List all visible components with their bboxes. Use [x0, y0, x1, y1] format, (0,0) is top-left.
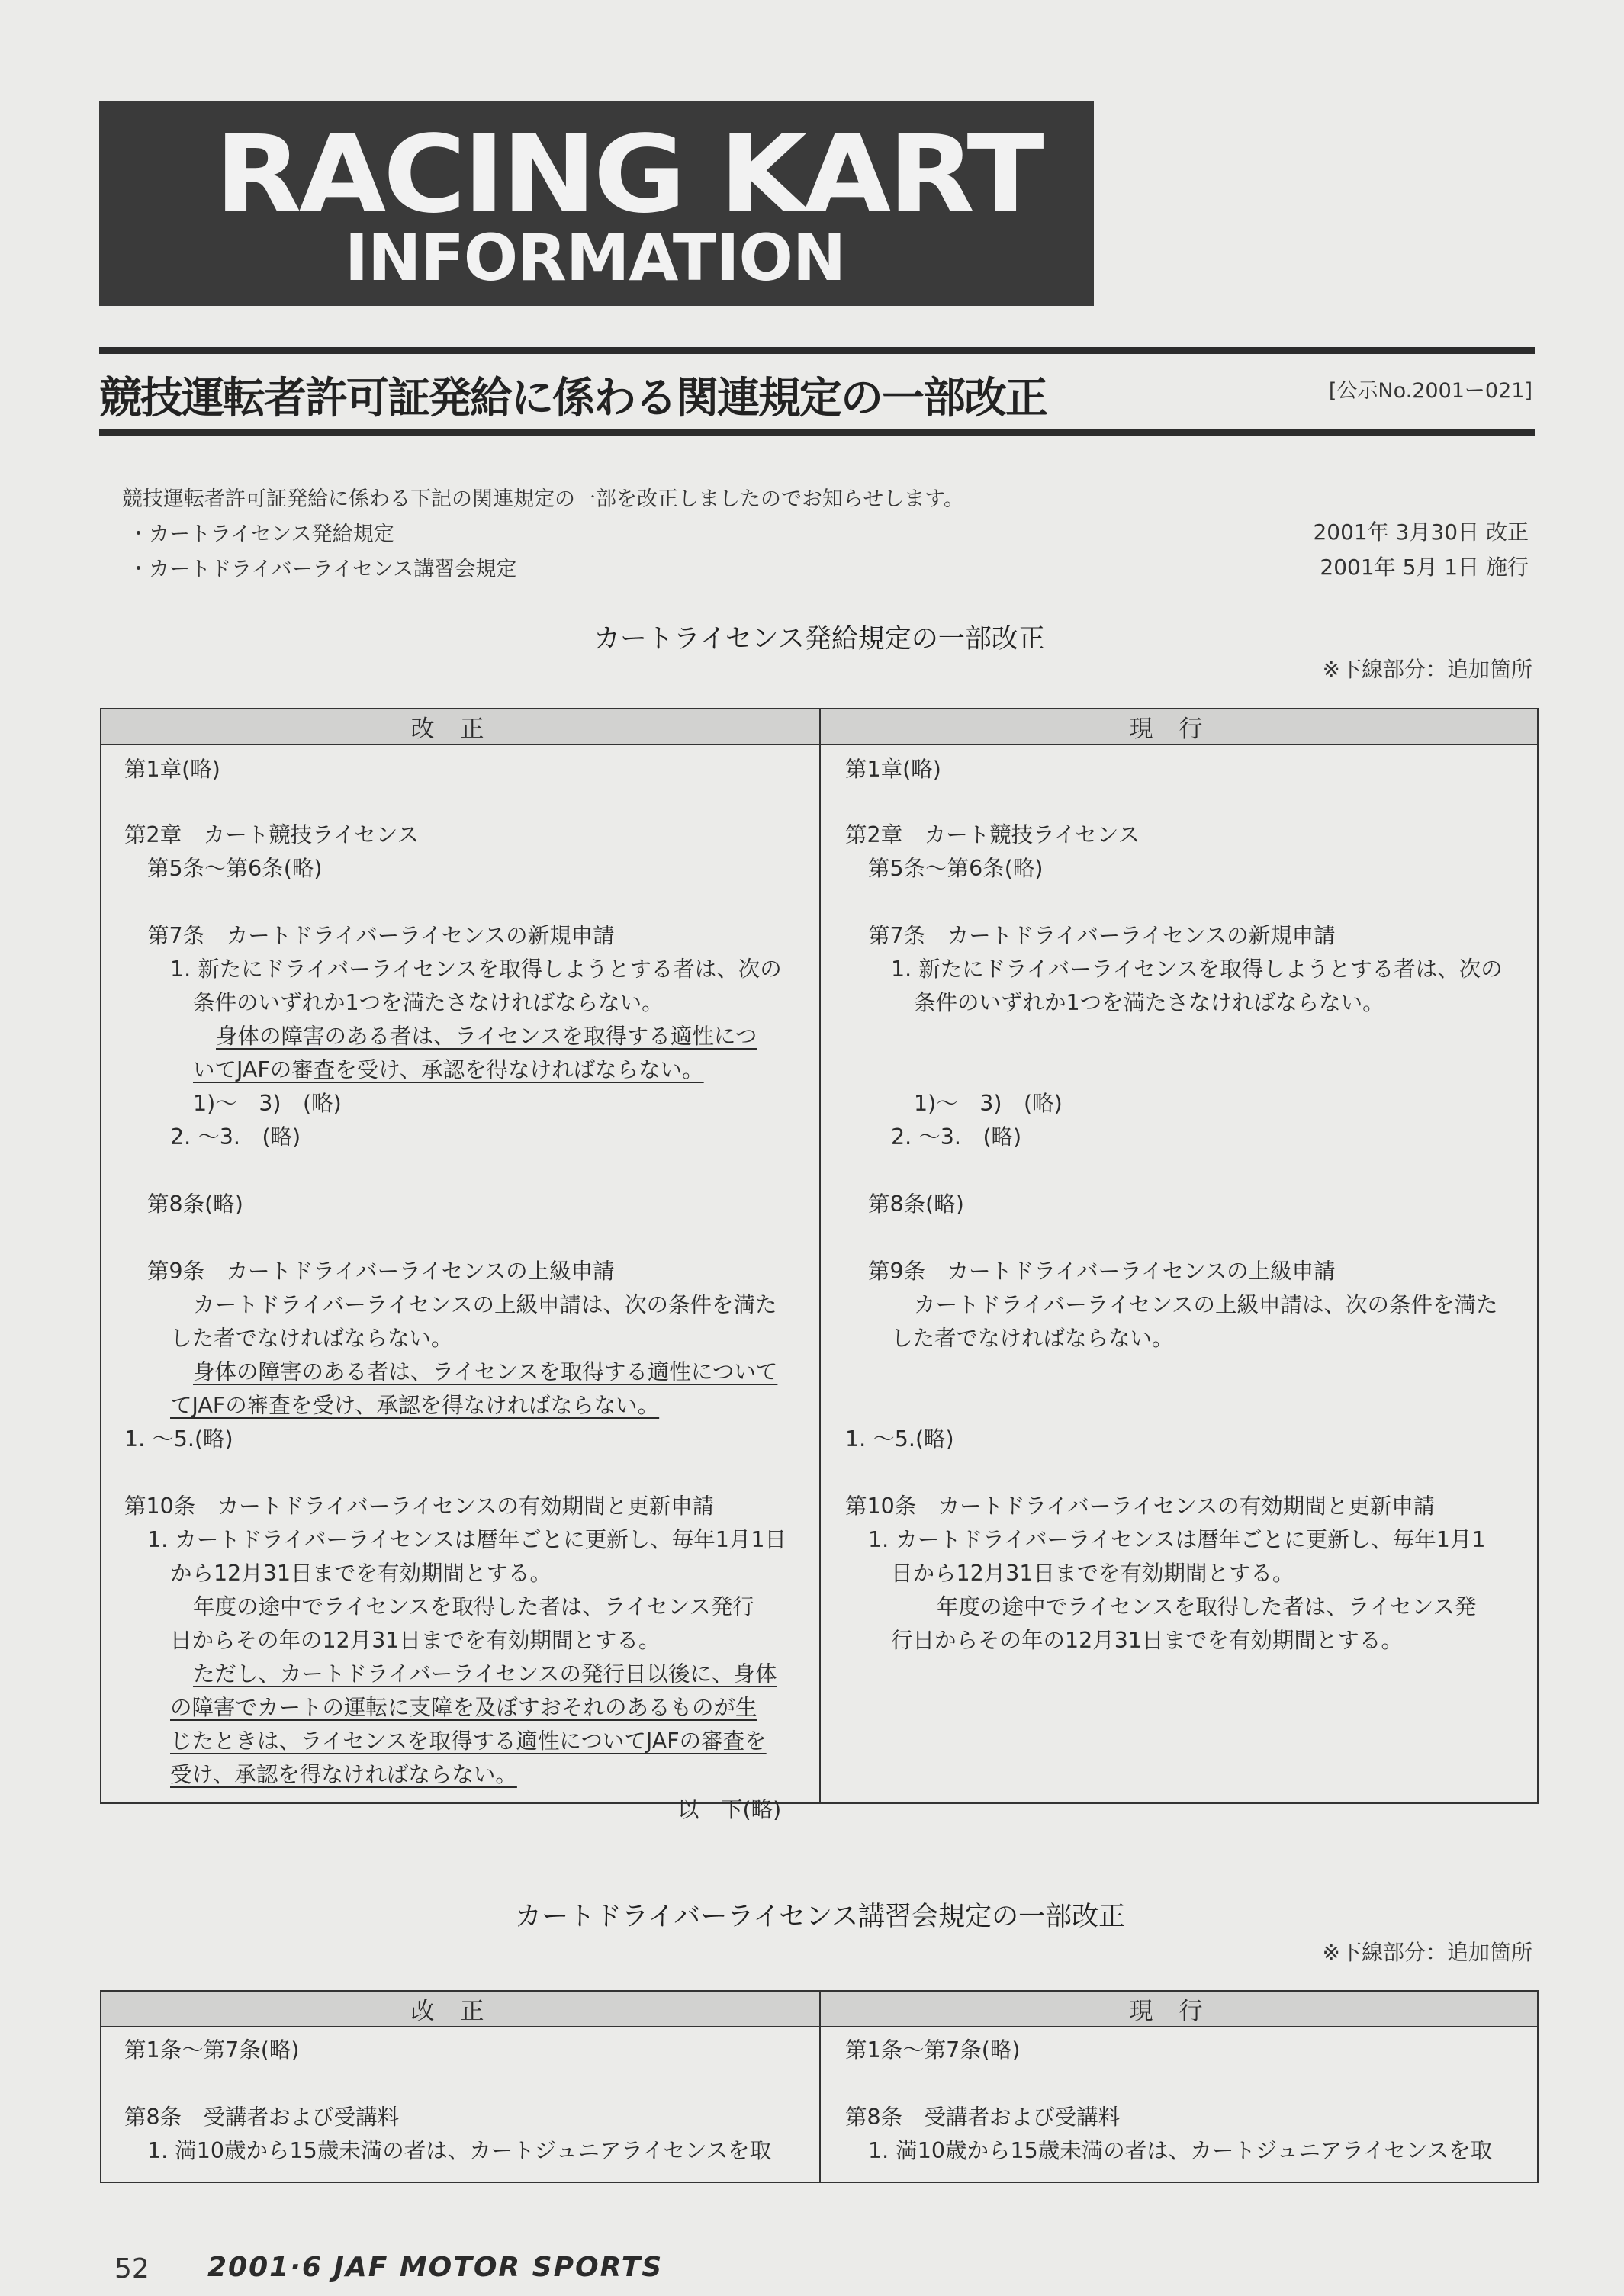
page-number: 52 [114, 2253, 150, 2285]
section1-left-line: から12月31日までを有効期間とする。 [170, 1561, 552, 1586]
section1-right-line: 第1章(略) [845, 757, 941, 782]
section1-right-line: 日から12月31日までを有効期間とする。 [891, 1561, 1294, 1586]
section1-right-line: 1. ～5.(略) [845, 1426, 954, 1452]
intro-item-1: ・カートライセンス発給規定 [128, 523, 394, 546]
section1-right-line: カートドライバーライセンスの上級申請は、次の条件を満た [914, 1292, 1498, 1317]
section1-left-line: 1)～ 3) (略) [193, 1091, 342, 1116]
section1-left-line: 受け、承認を得なければならない。 [170, 1762, 517, 1787]
section1-left-line: 身体の障害のある者は、ライセンスを取得する適性について [193, 1359, 778, 1384]
section1-left-line: 2. ～3. (略) [170, 1124, 301, 1150]
headline-top-rule [99, 347, 1535, 354]
intro-date-2: 2001年 5月 1日 施行 [1320, 555, 1529, 580]
section1-right-line: 第8条(略) [868, 1191, 964, 1217]
section2-header-current: 現行 [820, 1991, 1538, 2027]
section1-left-line: 条件のいずれか1つを満たさなければならない。 [193, 990, 664, 1015]
section1-left-line: した者でなければならない。 [170, 1326, 453, 1351]
section2-left-line: 第1条～第7条(略) [124, 2037, 300, 2063]
section1-left-line: の障害でカートの運転に支障を及ぼすおそれのあるものが生 [170, 1695, 757, 1720]
section1-right-line: 年度の途中でライセンスを取得した者は、ライセンス発 [937, 1594, 1477, 1619]
section1-left-line: 1. 新たにドライバーライセンスを取得しようとする者は、次の [170, 957, 782, 982]
section1-left-line: 第8条(略) [147, 1191, 243, 1217]
section1-left-line: 第5条～第6条(略) [147, 856, 323, 881]
section1-right-line: 第2章 カート競技ライセンス [845, 822, 1140, 847]
section1-right-line: 1. カートドライバーライセンスは暦年ごとに更新し、毎年1月1 [868, 1527, 1486, 1552]
section1-left-line: 1. カートドライバーライセンスは暦年ごとに更新し、毎年1月1日 [147, 1527, 787, 1552]
section1-right-line: 2. ～3. (略) [891, 1124, 1022, 1150]
section1-left-line: 第9条 カートドライバーライセンスの上級申請 [147, 1259, 615, 1284]
section1-left-line: 第2章 カート競技ライセンス [124, 822, 420, 847]
section1-right-line: 第5条～第6条(略) [868, 856, 1044, 881]
banner-subtitle: INFORMATION [344, 220, 846, 295]
section1-left-line: 日からその年の12月31日までを有効期間とする。 [170, 1628, 661, 1653]
section1-right-line: 1)～ 3) (略) [914, 1091, 1063, 1116]
section2-right-line: 1. 満10歳から15歳未満の者は、カートジュニアライセンスを取 [868, 2138, 1493, 2163]
intro-date-1: 2001年 3月30日 改正 [1313, 519, 1529, 545]
section1-right-line: 第9条 カートドライバーライセンスの上級申請 [868, 1259, 1336, 1284]
section1-left-line: 以 下(略) [677, 1797, 782, 1822]
section1-header-revised: 改正 [101, 709, 820, 744]
section1-left-line: 第1章(略) [124, 757, 220, 782]
section2-table [100, 1990, 1539, 2183]
section1-left-line: 1. ～5.(略) [124, 1426, 233, 1452]
section1-left-line: じたときは、ライセンスを取得する適性についてJAFの審査を [170, 1728, 767, 1754]
section2-right-line: 第1条～第7条(略) [845, 2037, 1021, 2063]
section1-left-line: 第7条 カートドライバーライセンスの新規申請 [147, 923, 615, 948]
headline-bottom-rule [99, 429, 1535, 436]
section1-title: カートライセンス発給規定の一部改正 [593, 624, 1045, 654]
headline: 競技運転者許可証発給に係わる関連規定の一部改正 [99, 374, 1047, 423]
banner-title: RACING KART [214, 113, 1041, 237]
section1-right-line: 第7条 カートドライバーライセンスの新規申請 [868, 923, 1336, 948]
section1-right-line: 条件のいずれか1つを満たさなければならない。 [914, 990, 1384, 1015]
section1-table [100, 708, 1539, 1822]
intro-text: 競技運転者許可証発給に係わる下記の関連規定の一部を改正しましたのでお知らせします。 [122, 487, 965, 511]
section1-left-line: 第10条 カートドライバーライセンスの有効期間と更新申請 [124, 1494, 715, 1519]
section1-left-line: カートドライバーライセンスの上級申請は、次の条件を満た [193, 1292, 777, 1317]
magazine-issue: 2001·6 JAF MOTOR SPORTS [207, 2252, 664, 2283]
header-banner [99, 101, 1094, 306]
section1-right-line: 第10条 カートドライバーライセンスの有効期間と更新申請 [845, 1494, 1436, 1519]
section2-right-line: 第8条 受講者および受講料 [845, 2105, 1121, 2130]
section1-left-line: 年度の途中でライセンスを取得した者は、ライセンス発行 [193, 1594, 754, 1619]
section2-left-line: 第8条 受講者および受講料 [124, 2105, 400, 2130]
section1-left-line: ただし、カートドライバーライセンスの発行日以後に、身体 [193, 1661, 777, 1687]
intro-item-2: ・カートドライバーライセンス講習会規定 [128, 558, 517, 581]
section1-left-line: いてJAFの審査を受け、承認を得なければならない。 [193, 1057, 704, 1082]
section1-right-line: 行日からその年の12月31日までを有効期間とする。 [891, 1628, 1404, 1653]
section2-title: カートドライバーライセンス講習会規定の一部改正 [515, 1902, 1126, 1932]
section1-left-line: 身体の障害のある者は、ライセンスを取得する適性につ [216, 1024, 757, 1049]
section1-right-line: 1. 新たにドライバーライセンスを取得しようとする者は、次の [891, 957, 1503, 982]
section1-header-current: 現行 [820, 709, 1538, 744]
section1-left-line: てJAFの審査を受け、承認を得なければならない。 [170, 1393, 660, 1418]
section2-note: ※下線部分：追加箇所 [1322, 1940, 1532, 1965]
section1-right-line: した者でなければならない。 [891, 1326, 1174, 1351]
section1-note: ※下線部分：追加箇所 [1322, 657, 1532, 682]
notice-number: [公示No.2001ー021] [1328, 379, 1532, 403]
section2-header-revised: 改正 [101, 1991, 820, 2027]
section2-left-line: 1. 満10歳から15歳未満の者は、カートジュニアライセンスを取 [147, 2138, 772, 2163]
